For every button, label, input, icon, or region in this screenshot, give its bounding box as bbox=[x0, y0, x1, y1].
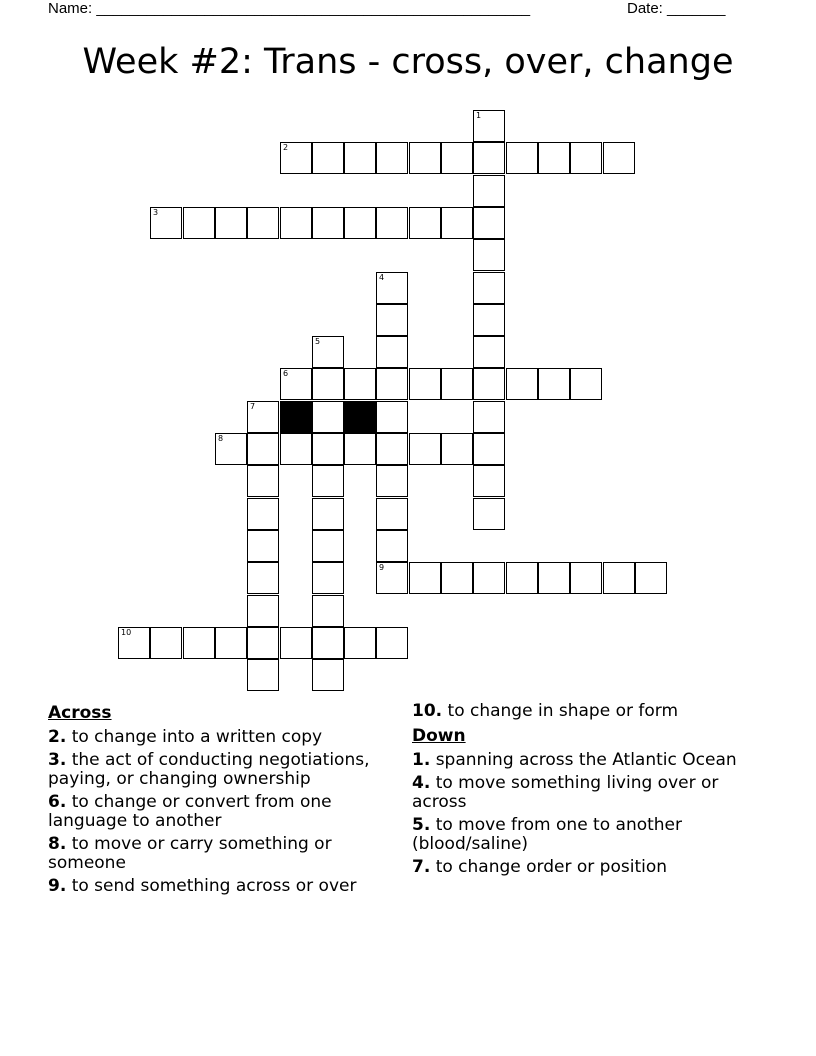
crossword-cell[interactable] bbox=[312, 433, 344, 465]
crossword-cell[interactable] bbox=[473, 272, 505, 304]
crossword-cell[interactable] bbox=[150, 627, 182, 659]
clue-number-6: 6 bbox=[283, 369, 289, 378]
crossword-cell[interactable] bbox=[312, 498, 344, 530]
crossword-cell[interactable] bbox=[473, 110, 505, 142]
down-clue-1: 1. spanning across the Atlantic Ocean bbox=[412, 750, 737, 770]
crossword-cell[interactable] bbox=[150, 207, 182, 239]
crossword-cell[interactable] bbox=[376, 304, 408, 336]
date-field-label[interactable]: Date: _______ bbox=[627, 0, 726, 17]
crossword-cell[interactable] bbox=[376, 562, 408, 594]
crossword-cell[interactable] bbox=[247, 627, 279, 659]
crossword-cell[interactable] bbox=[280, 433, 312, 465]
crossword-cell[interactable] bbox=[312, 627, 344, 659]
crossword-cell[interactable] bbox=[247, 562, 279, 594]
crossword-cell[interactable] bbox=[473, 304, 505, 336]
down-clue-5: 5. to move from one to another (blood/saline) bbox=[412, 815, 683, 854]
crossword-cell[interactable] bbox=[312, 401, 344, 433]
crossword-cell[interactable] bbox=[376, 368, 408, 400]
crossword-cell[interactable] bbox=[473, 336, 505, 368]
crossword-cell[interactable] bbox=[409, 562, 441, 594]
crossword-cell[interactable] bbox=[376, 530, 408, 562]
crossword-cell[interactable] bbox=[376, 433, 408, 465]
crossword-cell[interactable] bbox=[247, 207, 279, 239]
crossword-block-cell bbox=[344, 401, 376, 433]
crossword-cell[interactable] bbox=[506, 562, 538, 594]
across-clue-10: 10. to change in shape or form bbox=[412, 701, 678, 721]
clue-number-3: 3 bbox=[153, 208, 159, 217]
crossword-cell[interactable] bbox=[635, 562, 667, 594]
crossword-cell[interactable] bbox=[506, 142, 538, 174]
crossword-cell[interactable] bbox=[441, 207, 473, 239]
name-field-label[interactable]: Name: ____________________________________________________ bbox=[48, 0, 531, 17]
crossword-cell[interactable] bbox=[473, 239, 505, 271]
crossword-cell[interactable] bbox=[312, 595, 344, 627]
crossword-cell[interactable] bbox=[183, 627, 215, 659]
crossword-cell[interactable] bbox=[473, 498, 505, 530]
crossword-cell[interactable] bbox=[312, 659, 344, 691]
crossword-cell[interactable] bbox=[247, 465, 279, 497]
crossword-cell[interactable] bbox=[376, 207, 408, 239]
crossword-cell[interactable] bbox=[538, 368, 570, 400]
crossword-cell[interactable] bbox=[247, 433, 279, 465]
crossword-cell[interactable] bbox=[473, 142, 505, 174]
down-clue-7: 7. to change order or position bbox=[412, 857, 668, 877]
crossword-cell[interactable] bbox=[473, 433, 505, 465]
down-heading: Down bbox=[412, 726, 466, 746]
crossword-cell[interactable] bbox=[312, 336, 344, 368]
crossword-cell[interactable] bbox=[409, 433, 441, 465]
crossword-cell[interactable] bbox=[538, 142, 570, 174]
crossword-cell[interactable] bbox=[312, 142, 344, 174]
crossword-cell[interactable] bbox=[473, 368, 505, 400]
crossword-cell[interactable] bbox=[473, 562, 505, 594]
crossword-cell[interactable] bbox=[280, 627, 312, 659]
crossword-cell[interactable] bbox=[603, 142, 635, 174]
crossword-cell[interactable] bbox=[603, 562, 635, 594]
crossword-cell[interactable] bbox=[344, 433, 376, 465]
clue-number-1: 1 bbox=[476, 111, 482, 120]
crossword-cell[interactable] bbox=[376, 465, 408, 497]
crossword-cell[interactable] bbox=[312, 207, 344, 239]
clue-number-9: 9 bbox=[379, 563, 385, 572]
across-clue-9: 9. to send something across or over bbox=[48, 876, 357, 896]
crossword-cell[interactable] bbox=[247, 401, 279, 433]
crossword-cell[interactable] bbox=[506, 368, 538, 400]
crossword-cell[interactable] bbox=[118, 627, 150, 659]
across-clue-2: 2. to change into a written copy bbox=[48, 727, 323, 747]
crossword-cell[interactable] bbox=[441, 142, 473, 174]
crossword-cell[interactable] bbox=[570, 142, 602, 174]
across-clue-6: 6. to change or convert from one language to another bbox=[48, 792, 332, 831]
crossword-cell[interactable] bbox=[376, 272, 408, 304]
crossword-cell[interactable] bbox=[376, 336, 408, 368]
crossword-cell[interactable] bbox=[376, 627, 408, 659]
crossword-cell[interactable] bbox=[247, 498, 279, 530]
crossword-cell[interactable] bbox=[344, 627, 376, 659]
crossword-cell[interactable] bbox=[409, 142, 441, 174]
crossword-cell[interactable] bbox=[441, 368, 473, 400]
crossword-cell[interactable] bbox=[538, 562, 570, 594]
crossword-cell[interactable] bbox=[344, 368, 376, 400]
down-clue-4: 4. to move something living over or across bbox=[412, 773, 719, 812]
across-clue-8: 8. to move or carry something or someone bbox=[48, 834, 332, 873]
crossword-cell[interactable] bbox=[215, 207, 247, 239]
crossword-cell[interactable] bbox=[215, 627, 247, 659]
crossword-cell[interactable] bbox=[247, 530, 279, 562]
crossword-cell[interactable] bbox=[280, 207, 312, 239]
clue-number-4: 4 bbox=[379, 273, 385, 282]
clues-column-left bbox=[48, 702, 388, 896]
crossword-cell[interactable] bbox=[344, 142, 376, 174]
clues-column-right bbox=[412, 702, 772, 877]
crossword-cell[interactable] bbox=[473, 207, 505, 239]
crossword-cell[interactable] bbox=[280, 142, 312, 174]
crossword-cell[interactable] bbox=[215, 433, 247, 465]
clue-number-7: 7 bbox=[250, 402, 256, 411]
crossword-cell[interactable] bbox=[183, 207, 215, 239]
crossword-cell[interactable] bbox=[344, 207, 376, 239]
clue-number-2: 2 bbox=[283, 143, 289, 152]
crossword-cell[interactable] bbox=[570, 562, 602, 594]
page-title: Week #2: Trans - cross, over, change bbox=[82, 42, 734, 82]
crossword-cell[interactable] bbox=[376, 142, 408, 174]
crossword-cell[interactable] bbox=[376, 498, 408, 530]
crossword-cell[interactable] bbox=[312, 530, 344, 562]
crossword-cell[interactable] bbox=[441, 433, 473, 465]
clue-number-8: 8 bbox=[218, 434, 224, 443]
clue-number-5: 5 bbox=[315, 337, 321, 346]
crossword-cell[interactable] bbox=[441, 562, 473, 594]
crossword-cell[interactable] bbox=[473, 175, 505, 207]
across-clue-3: 3. the act of conducting negotiations, paying, or changing ownership bbox=[48, 750, 370, 789]
clue-number-10: 10 bbox=[121, 628, 132, 637]
crossword-cell[interactable] bbox=[312, 562, 344, 594]
crossword-cell[interactable] bbox=[312, 368, 344, 400]
crossword-cell[interactable] bbox=[247, 595, 279, 627]
crossword-cell[interactable] bbox=[280, 368, 312, 400]
crossword-cell[interactable] bbox=[473, 401, 505, 433]
crossword-cell[interactable] bbox=[409, 207, 441, 239]
crossword-cell[interactable] bbox=[376, 401, 408, 433]
crossword-cell[interactable] bbox=[473, 465, 505, 497]
crossword-cell[interactable] bbox=[570, 368, 602, 400]
across-heading: Across bbox=[48, 703, 112, 723]
crossword-block-cell bbox=[280, 401, 312, 433]
crossword-cell[interactable] bbox=[247, 659, 279, 691]
crossword-cell[interactable] bbox=[312, 465, 344, 497]
crossword-cell[interactable] bbox=[409, 368, 441, 400]
